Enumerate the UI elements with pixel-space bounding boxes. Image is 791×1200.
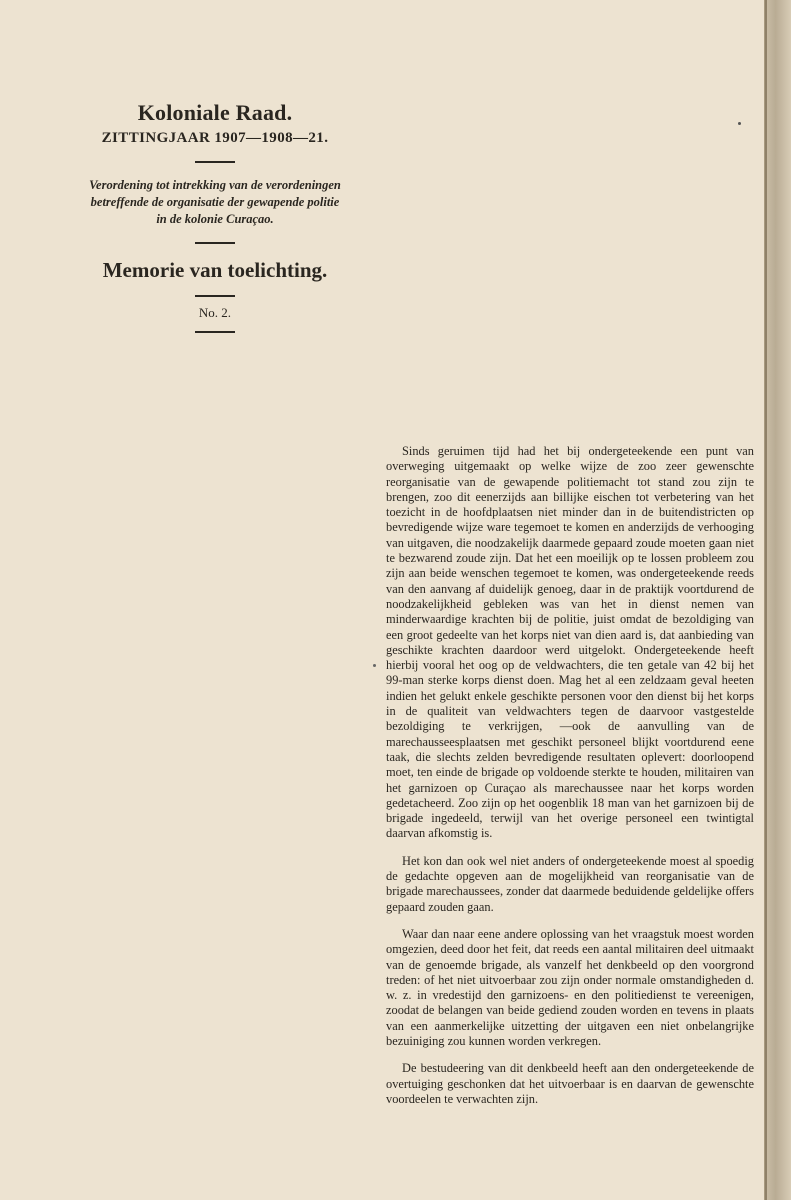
divider (195, 331, 235, 333)
paragraph: Waar dan naar eene andere oplossing van het vraagstuk moest worden omgezien, deed door het feit, dat reeds een aantal militairen deel uitmaakt van de genoemde brigade, als vanzelf het denkbeeld op den voorgrond treden: of het niet uitvoerbaar zou zijn onder normale omstandigheden d. w. z. in vredestijd den garnizoens- en den politiedienst te vereenigen, zoodat de belangen van beide gediend zouden worden en tevens in plaats van een aanmerkelijke uitzetting der uitgaven een niet onbelangrijke bezuiniging zou kunnen worden verkregen. (386, 926, 754, 1048)
document-number: No. 2. (198, 305, 232, 320)
ink-speck (373, 664, 376, 667)
paragraph: Het kon dan ook wel niet anders of ondergeteekende moest al spoedig de gedachte opgeven aan de mogelijkheid van reorganisatie van de brigade marechaussees, zonder dat daarmede beduidende geldelijke offers gepaard zouden gaan. (386, 853, 754, 914)
memorie-heading: Memorie van toelichting. (102, 258, 328, 282)
session-year: ZITTINGJAAR 1907—1908—21. (101, 130, 329, 146)
document-title: Koloniale Raad. (137, 100, 293, 125)
divider (195, 242, 235, 244)
paragraph: Sinds geruimen tijd had het bij ondergeteekende een punt van overweging uitgemaakt op welke wijze de zoo zeer gewenschte reorganisatie van de gewapende politiemacht tot stand zou zijn te brengen, zoo dit eenerzijds aan billijke eischen tot verbetering van het toezicht in de hoofdplaatsen niet minder dan in de buitendistricten op bevredigende wijze ware tegemoet te komen en anderzijds de verhooging van uitgaven, die noodzakelijk daarmede gepaard zoude moeten gaan niet te bezwarend zoude zijn. Dat het een moeilijk op te lossen probleem zou zijn aan beide wenschen tegemoet te komen, was ondergeteekende reeds van den aanvang af duidelijk genoeg, daar in de praktijk voortdurend de noodzakelijkheid gebleken was van het in dienst nemen van minderwaardige krachten bij de politie, juist omdat de bezoldiging van een groot gedeelte van het korps niet van dien aard is, dat aanbieding van geschikte krachten daardoor werd uitgelokt. Ondergeteekende heeft hierbij vooral het oog op de veldwachters, die ten getale van 42 bij het 99-man sterke korps dienst doen. Mag het al een zeldzaam geval heeten indien het gelukt enkele geschikte personen voor den dienst bij het korps in de qualiteit van veldwachters tegen de daarvoor vastgestelde bezoldiging te verkrijgen, —ook de aanvulling van de marechausseesplaatsen met geschikt personeel blijkt voortdurend eene taak, die slechts zelden bevredigende resultaten oplevert: doorloopend moet, ten einde de brigade op voldoende sterkte te houden, militairen van het garnizoen op Curaçao als marechaussee naar het korps worden gedetacheerd. Zoo zijn op het oogenblik 18 man van het garnizoen bij de brigade ingedeeld, terwijl van het overige personeel een twintigtal daarvan afkomstig is. (386, 444, 754, 841)
document-subject: Verordening tot intrekking van de verordeningen betreffende de organisatie der gewapende politie in de kolonie Curaçao. (89, 178, 341, 226)
page-edge-line (765, 0, 767, 1200)
body-text (386, 444, 754, 1119)
divider (195, 295, 235, 297)
paragraph: De bestudeering van dit denkbeeld heeft aan den ondergeteekende de overtuiging geschonken dat het uitvoerbaar is en daarvan de gewenschte voordeelen te verwachten zijn. (386, 1061, 754, 1106)
page-gutter (764, 0, 791, 1200)
document-header (70, 100, 360, 347)
divider (195, 161, 235, 163)
ink-speck (738, 122, 741, 125)
